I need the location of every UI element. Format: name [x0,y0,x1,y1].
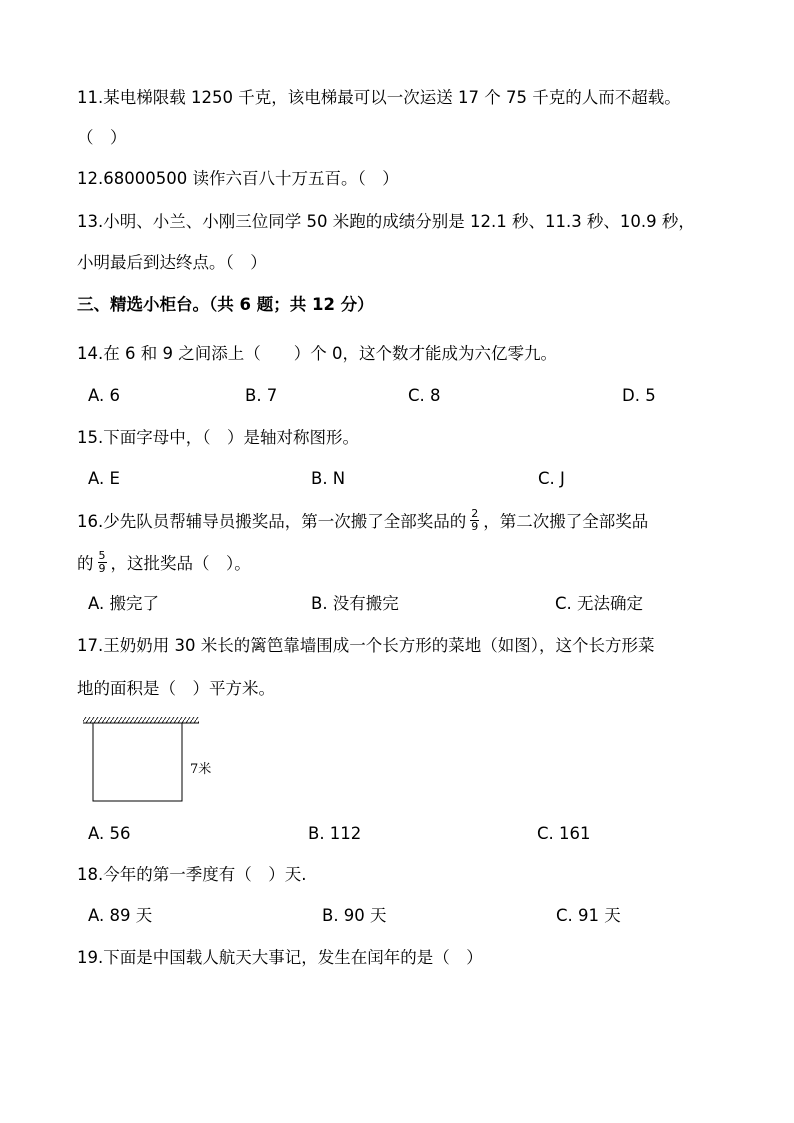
fraction-denominator: 9 [471,520,479,533]
question-18: 18.今年的第一季度有（ ）天. [77,865,307,884]
question-15-option-a[interactable]: A. E [88,469,120,488]
question-18-option-c[interactable]: C. 91 天 [556,906,621,925]
section-3-title: 三、精选小柜台。（共 6 题；共 12 分） [77,295,374,314]
question-11-line-2: （ ） [77,128,127,147]
question-16-line-1 [77,507,649,535]
question-16-option-c[interactable]: C. 无法确定 [555,594,644,613]
question-13-line-2: 小明最后到达终点。（ ） [77,253,267,272]
question-16-text-c: 的 [77,554,94,573]
question-14-option-a[interactable]: A. 6 [88,386,120,405]
question-16-option-b[interactable]: B. 没有搬完 [311,594,399,613]
question-17-line-1: 17.王奶奶用 30 米长的篱笆靠墙围成一个长方形的菜地（如图），这个长方形菜 [77,636,655,655]
question-13-line-1: 13.小明、小兰、小刚三位同学 50 米跑的成绩分别是 12.1 秒、11.3 秒、10.9 秒， [77,212,695,231]
question-15-option-b[interactable]: B. N [311,469,346,488]
fraction-numerator: 2 [471,507,479,520]
question-17-line-2: 地的面积是（ ）平方米。 [77,679,275,698]
question-17-option-c[interactable]: C. 161 [537,824,591,843]
question-18-option-a[interactable]: A. 89 天 [88,906,153,925]
question-14-option-c[interactable]: C. 8 [408,386,441,405]
question-12: 12.68000500 读作六百八十万五百。（ ） [77,169,399,188]
question-17-option-a[interactable]: A. 56 [88,824,131,843]
fraction-numerator: 5 [98,549,106,562]
garden-diagram [80,714,205,806]
question-16-line-2 [77,549,251,577]
question-17-option-b[interactable]: B. 112 [308,824,362,843]
garden-rectangle [93,723,182,801]
fraction-two-ninths [470,508,479,533]
question-14: 14.在 6 和 9 之间添上（ ）个 0，这个数才能成为六亿零九。 [77,344,557,363]
question-18-option-b[interactable]: B. 90 天 [322,906,387,925]
question-14-option-d[interactable]: D. 5 [622,386,656,405]
question-14-option-b[interactable]: B. 7 [245,386,278,405]
question-19: 19.下面是中国载人航天大事记，发生在闰年的是（ ） [77,948,483,967]
question-15: 15.下面字母中，（ ）是轴对称图形。 [77,428,359,447]
question-15-option-c[interactable]: C. J [538,469,565,488]
question-16-text-a: 16.少先队员帮辅导员搬奖品，第一次搬了全部奖品的 [77,512,467,531]
question-16-option-a[interactable]: A. 搬完了 [88,594,159,613]
side-length-label: 7米 [190,762,212,777]
wall-hatching [83,717,199,723]
fraction-denominator: 9 [98,562,106,575]
question-16-text-b: ，第二次搬了全部奖品 [483,512,649,531]
fraction-five-ninths [98,550,107,575]
question-16-text-d: ，这批奖品（ ）。 [110,554,251,573]
question-11-line-1: 11.某电梯限载 1250 千克，该电梯最可以一次运送 17 个 75 千克的人而不超载。 [77,88,681,107]
